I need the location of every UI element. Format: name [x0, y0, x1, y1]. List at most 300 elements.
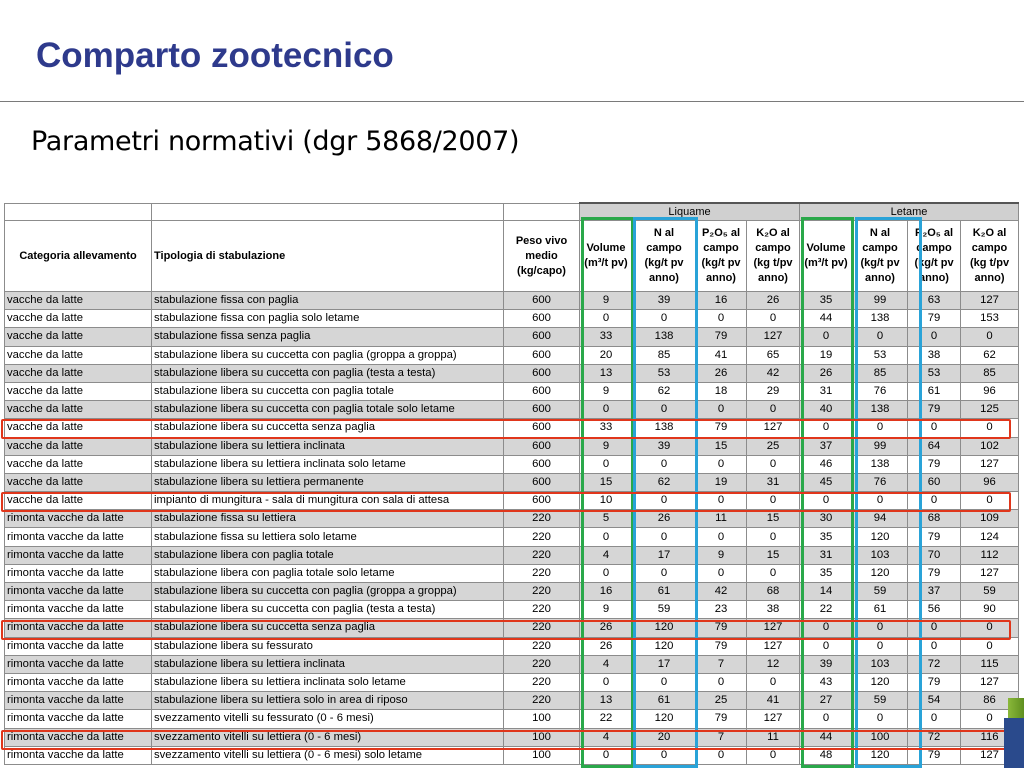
table-row [5, 473, 1019, 491]
cell-liquame-volume: 26 [580, 637, 633, 655]
table-row [5, 364, 1019, 382]
cell-letame-p2o5: 53 [908, 364, 961, 382]
cell-tipologia: stabulazione libera su cuccetta con paglia (groppa a groppa) [152, 583, 504, 601]
cell-letame-volume: 46 [800, 455, 853, 473]
cell-tipologia: stabulazione libera su lettiera inclinata [152, 437, 504, 455]
cell-liquame-p2o5: 79 [696, 637, 747, 655]
cell-letame-n: 0 [853, 328, 908, 346]
cell-liquame-volume: 9 [580, 437, 633, 455]
cell-tipologia: stabulazione fissa con paglia solo letame [152, 310, 504, 328]
cell-categoria: vacche da latte [5, 328, 152, 346]
cell-liquame-p2o5: 0 [696, 455, 747, 473]
table-row [5, 455, 1019, 473]
cell-categoria: rimonta vacche da latte [5, 619, 152, 637]
group-header-row [5, 203, 1019, 221]
cell-letame-k2o: 116 [961, 728, 1019, 746]
cell-letame-n: 0 [853, 710, 908, 728]
cell-liquame-n: 0 [633, 528, 696, 546]
header-tipologia: Tipologia di stabulazione [152, 221, 504, 292]
cell-tipologia: stabulazione libera con paglia totale [152, 546, 504, 564]
cell-liquame-n: 0 [633, 401, 696, 419]
cell-liquame-volume: 4 [580, 546, 633, 564]
cell-tipologia: stabulazione libera su cuccetta con paglia totale [152, 382, 504, 400]
cell-peso: 220 [504, 546, 580, 564]
cell-letame-n: 103 [853, 546, 908, 564]
cell-liquame-k2o: 38 [747, 601, 800, 619]
cell-letame-n: 85 [853, 364, 908, 382]
cell-letame-p2o5: 79 [908, 401, 961, 419]
cell-letame-k2o: 153 [961, 310, 1019, 328]
cell-letame-p2o5: 79 [908, 564, 961, 582]
cell-liquame-p2o5: 19 [696, 473, 747, 491]
cell-letame-k2o: 0 [961, 419, 1019, 437]
cell-liquame-k2o: 0 [747, 401, 800, 419]
cell-letame-n: 120 [853, 746, 908, 764]
cell-letame-n: 76 [853, 382, 908, 400]
cell-letame-volume: 26 [800, 364, 853, 382]
cell-categoria: rimonta vacche da latte [5, 546, 152, 564]
cell-liquame-volume: 0 [580, 455, 633, 473]
cell-tipologia: stabulazione libera su cuccetta senza paglia [152, 619, 504, 637]
cell-peso: 600 [504, 364, 580, 382]
cell-liquame-k2o: 127 [747, 637, 800, 655]
cell-liquame-n: 39 [633, 437, 696, 455]
cell-liquame-n: 26 [633, 510, 696, 528]
cell-peso: 220 [504, 583, 580, 601]
table-row [5, 382, 1019, 400]
cell-liquame-k2o: 0 [747, 564, 800, 582]
cell-letame-k2o: 96 [961, 382, 1019, 400]
cell-categoria: vacche da latte [5, 473, 152, 491]
cell-letame-n: 138 [853, 401, 908, 419]
cell-liquame-volume: 9 [580, 601, 633, 619]
cell-letame-p2o5: 0 [908, 619, 961, 637]
cell-letame-n: 99 [853, 292, 908, 310]
cell-letame-n: 120 [853, 564, 908, 582]
table-row [5, 401, 1019, 419]
cell-peso: 220 [504, 510, 580, 528]
cell-letame-n: 0 [853, 492, 908, 510]
cell-liquame-p2o5: 25 [696, 692, 747, 710]
table-row [5, 292, 1019, 310]
cell-liquame-volume: 26 [580, 619, 633, 637]
cell-liquame-k2o: 25 [747, 437, 800, 455]
cell-peso: 220 [504, 673, 580, 691]
cell-liquame-p2o5: 42 [696, 583, 747, 601]
cell-letame-p2o5: 38 [908, 346, 961, 364]
cell-letame-k2o: 85 [961, 364, 1019, 382]
cell-letame-n: 138 [853, 310, 908, 328]
cell-liquame-volume: 33 [580, 328, 633, 346]
cell-letame-volume: 22 [800, 601, 853, 619]
cell-liquame-n: 17 [633, 546, 696, 564]
cell-liquame-n: 61 [633, 583, 696, 601]
cell-letame-p2o5: 79 [908, 455, 961, 473]
cell-letame-n: 53 [853, 346, 908, 364]
cell-letame-volume: 48 [800, 746, 853, 764]
cell-liquame-volume: 0 [580, 746, 633, 764]
parameters-table [4, 202, 1019, 765]
cell-letame-n: 120 [853, 528, 908, 546]
cell-letame-k2o: 127 [961, 673, 1019, 691]
cell-letame-p2o5: 37 [908, 583, 961, 601]
table-row [5, 528, 1019, 546]
cell-categoria: vacche da latte [5, 437, 152, 455]
header-liquame-n: N al campo (kg/t pv anno) [633, 221, 696, 292]
cell-categoria: rimonta vacche da latte [5, 564, 152, 582]
cell-peso: 100 [504, 746, 580, 764]
cell-categoria: rimonta vacche da latte [5, 601, 152, 619]
cell-liquame-n: 53 [633, 364, 696, 382]
cell-letame-volume: 31 [800, 382, 853, 400]
cell-liquame-p2o5: 9 [696, 546, 747, 564]
cell-tipologia: stabulazione libera su lettiera solo in area di riposo [152, 692, 504, 710]
cell-letame-k2o: 90 [961, 601, 1019, 619]
column-header-row [5, 221, 1019, 292]
cell-liquame-k2o: 42 [747, 364, 800, 382]
cell-liquame-n: 0 [633, 746, 696, 764]
header-letame-volume: Volume (m³/t pv) [800, 221, 853, 292]
cell-liquame-volume: 13 [580, 692, 633, 710]
table-row [5, 619, 1019, 637]
cell-letame-volume: 0 [800, 619, 853, 637]
cell-categoria: rimonta vacche da latte [5, 528, 152, 546]
cell-peso: 600 [504, 455, 580, 473]
cell-tipologia: stabulazione libera su cuccetta con paglia totale solo letame [152, 401, 504, 419]
cell-letame-volume: 45 [800, 473, 853, 491]
cell-letame-n: 99 [853, 437, 908, 455]
cell-peso: 220 [504, 637, 580, 655]
cell-tipologia: stabulazione libera su cuccetta con paglia (groppa a groppa) [152, 346, 504, 364]
cell-letame-p2o5: 64 [908, 437, 961, 455]
table-row [5, 692, 1019, 710]
cell-liquame-n: 120 [633, 637, 696, 655]
cell-liquame-k2o: 31 [747, 473, 800, 491]
cell-letame-k2o: 86 [961, 692, 1019, 710]
table-row [5, 546, 1019, 564]
cell-liquame-n: 0 [633, 455, 696, 473]
cell-liquame-n: 0 [633, 492, 696, 510]
cell-tipologia: stabulazione fissa con paglia [152, 292, 504, 310]
cell-tipologia: stabulazione libera su lettiera permanente [152, 473, 504, 491]
cell-peso: 220 [504, 655, 580, 673]
page-subtitle: Parametri normativi (dgr 5868/2007) [31, 126, 520, 157]
cell-liquame-k2o: 0 [747, 492, 800, 510]
table-row [5, 655, 1019, 673]
cell-letame-p2o5: 79 [908, 673, 961, 691]
cell-liquame-n: 85 [633, 346, 696, 364]
cell-categoria: vacche da latte [5, 419, 152, 437]
cell-liquame-volume: 20 [580, 346, 633, 364]
cell-liquame-p2o5: 79 [696, 619, 747, 637]
cell-categoria: rimonta vacche da latte [5, 746, 152, 764]
cell-liquame-volume: 16 [580, 583, 633, 601]
cell-liquame-volume: 22 [580, 710, 633, 728]
cell-letame-k2o: 0 [961, 710, 1019, 728]
cell-letame-p2o5: 56 [908, 601, 961, 619]
table-row [5, 346, 1019, 364]
cell-letame-k2o: 127 [961, 564, 1019, 582]
cell-categoria: rimonta vacche da latte [5, 692, 152, 710]
cell-liquame-n: 0 [633, 310, 696, 328]
table-row [5, 583, 1019, 601]
cell-tipologia: stabulazione fissa senza paglia [152, 328, 504, 346]
cell-letame-p2o5: 79 [908, 310, 961, 328]
cell-letame-volume: 37 [800, 437, 853, 455]
cell-liquame-k2o: 11 [747, 728, 800, 746]
cell-letame-k2o: 0 [961, 328, 1019, 346]
cell-tipologia: stabulazione libera con paglia totale solo letame [152, 564, 504, 582]
cell-tipologia: stabulazione libera su lettiera inclinata solo letame [152, 455, 504, 473]
table-row [5, 601, 1019, 619]
cell-liquame-k2o: 0 [747, 310, 800, 328]
cell-liquame-p2o5: 0 [696, 746, 747, 764]
cell-liquame-k2o: 0 [747, 746, 800, 764]
cell-letame-k2o: 0 [961, 619, 1019, 637]
empty-cell [152, 203, 504, 221]
cell-peso: 600 [504, 473, 580, 491]
cell-liquame-n: 0 [633, 564, 696, 582]
cell-letame-volume: 30 [800, 510, 853, 528]
cell-liquame-n: 59 [633, 601, 696, 619]
cell-letame-volume: 35 [800, 564, 853, 582]
cell-liquame-volume: 9 [580, 292, 633, 310]
cell-liquame-n: 17 [633, 655, 696, 673]
cell-liquame-p2o5: 0 [696, 528, 747, 546]
cell-liquame-volume: 0 [580, 564, 633, 582]
cell-liquame-volume: 0 [580, 528, 633, 546]
cell-liquame-p2o5: 79 [696, 419, 747, 437]
cell-letame-p2o5: 63 [908, 292, 961, 310]
cell-letame-volume: 35 [800, 292, 853, 310]
cell-liquame-n: 138 [633, 419, 696, 437]
cell-letame-k2o: 59 [961, 583, 1019, 601]
cell-peso: 100 [504, 710, 580, 728]
cell-letame-p2o5: 54 [908, 692, 961, 710]
cell-letame-volume: 35 [800, 528, 853, 546]
header-letame-p2o5: P₂O₅ al campo (kg/t pv anno) [908, 221, 961, 292]
cell-liquame-p2o5: 79 [696, 710, 747, 728]
cell-tipologia: stabulazione fissa su lettiera solo letame [152, 528, 504, 546]
cell-liquame-k2o: 0 [747, 528, 800, 546]
cell-letame-n: 59 [853, 692, 908, 710]
cell-letame-p2o5: 72 [908, 655, 961, 673]
cell-tipologia: stabulazione libera su cuccetta con paglia (testa a testa) [152, 601, 504, 619]
header-liquame-volume: Volume (m³/t pv) [580, 221, 633, 292]
cell-peso: 600 [504, 292, 580, 310]
empty-cell [504, 203, 580, 221]
cell-letame-volume: 40 [800, 401, 853, 419]
cell-liquame-n: 39 [633, 292, 696, 310]
cell-liquame-k2o: 12 [747, 655, 800, 673]
cell-letame-k2o: 0 [961, 492, 1019, 510]
cell-letame-p2o5: 79 [908, 746, 961, 764]
cell-liquame-volume: 33 [580, 419, 633, 437]
cell-peso: 220 [504, 619, 580, 637]
cell-letame-k2o: 124 [961, 528, 1019, 546]
cell-liquame-k2o: 15 [747, 510, 800, 528]
table-row [5, 673, 1019, 691]
cell-letame-p2o5: 0 [908, 492, 961, 510]
cell-liquame-p2o5: 0 [696, 401, 747, 419]
corner-decoration-blue [1004, 718, 1024, 768]
cell-peso: 220 [504, 692, 580, 710]
cell-letame-volume: 0 [800, 419, 853, 437]
group-letame: Letame [800, 203, 1019, 221]
cell-liquame-volume: 9 [580, 382, 633, 400]
cell-categoria: rimonta vacche da latte [5, 673, 152, 691]
cell-liquame-n: 61 [633, 692, 696, 710]
cell-tipologia: stabulazione fissa su lettiera [152, 510, 504, 528]
cell-peso: 600 [504, 328, 580, 346]
cell-tipologia: stabulazione libera su cuccetta con paglia (testa a testa) [152, 364, 504, 382]
cell-tipologia: stabulazione libera su fessurato [152, 637, 504, 655]
table-row [5, 510, 1019, 528]
cell-categoria: rimonta vacche da latte [5, 655, 152, 673]
cell-letame-n: 0 [853, 637, 908, 655]
cell-liquame-k2o: 127 [747, 619, 800, 637]
cell-peso: 100 [504, 728, 580, 746]
cell-liquame-volume: 13 [580, 364, 633, 382]
cell-letame-volume: 39 [800, 655, 853, 673]
cell-letame-volume: 0 [800, 492, 853, 510]
table-row [5, 328, 1019, 346]
table-row [5, 437, 1019, 455]
cell-categoria: vacche da latte [5, 292, 152, 310]
cell-letame-k2o: 115 [961, 655, 1019, 673]
cell-letame-k2o: 102 [961, 437, 1019, 455]
cell-letame-k2o: 62 [961, 346, 1019, 364]
table-body [5, 292, 1019, 765]
cell-letame-k2o: 127 [961, 455, 1019, 473]
cell-liquame-n: 138 [633, 328, 696, 346]
header-liquame-k2o: K₂O al campo (kg t/pv anno) [747, 221, 800, 292]
cell-letame-n: 0 [853, 619, 908, 637]
cell-letame-volume: 0 [800, 637, 853, 655]
header-liquame-p2o5: P₂O₅ al campo (kg/t pv anno) [696, 221, 747, 292]
cell-liquame-p2o5: 15 [696, 437, 747, 455]
cell-letame-k2o: 125 [961, 401, 1019, 419]
cell-liquame-p2o5: 79 [696, 328, 747, 346]
cell-liquame-k2o: 127 [747, 328, 800, 346]
cell-liquame-volume: 0 [580, 401, 633, 419]
cell-categoria: rimonta vacche da latte [5, 637, 152, 655]
cell-letame-k2o: 96 [961, 473, 1019, 491]
cell-liquame-n: 62 [633, 473, 696, 491]
cell-letame-k2o: 0 [961, 637, 1019, 655]
empty-cell [5, 203, 152, 221]
cell-liquame-p2o5: 41 [696, 346, 747, 364]
title-divider [0, 101, 1024, 102]
cell-categoria: rimonta vacche da latte [5, 728, 152, 746]
cell-tipologia: svezzamento vitelli su fessurato (0 - 6 mesi) [152, 710, 504, 728]
header-letame-k2o: K₂O al campo (kg t/pv anno) [961, 221, 1019, 292]
cell-liquame-k2o: 15 [747, 546, 800, 564]
cell-letame-n: 100 [853, 728, 908, 746]
cell-peso: 600 [504, 437, 580, 455]
table-row [5, 710, 1019, 728]
cell-categoria: vacche da latte [5, 455, 152, 473]
cell-liquame-p2o5: 18 [696, 382, 747, 400]
cell-letame-volume: 0 [800, 328, 853, 346]
cell-liquame-volume: 0 [580, 310, 633, 328]
cell-liquame-p2o5: 0 [696, 310, 747, 328]
cell-letame-p2o5: 61 [908, 382, 961, 400]
cell-letame-k2o: 127 [961, 746, 1019, 764]
cell-categoria: rimonta vacche da latte [5, 710, 152, 728]
cell-liquame-p2o5: 0 [696, 564, 747, 582]
table-row [5, 419, 1019, 437]
cell-letame-volume: 31 [800, 546, 853, 564]
cell-liquame-n: 20 [633, 728, 696, 746]
cell-liquame-p2o5: 0 [696, 492, 747, 510]
cell-liquame-p2o5: 0 [696, 673, 747, 691]
cell-letame-p2o5: 0 [908, 328, 961, 346]
table-row [5, 746, 1019, 764]
table-row [5, 492, 1019, 510]
cell-categoria: vacche da latte [5, 310, 152, 328]
cell-liquame-volume: 5 [580, 510, 633, 528]
table-row [5, 728, 1019, 746]
cell-letame-n: 61 [853, 601, 908, 619]
cell-letame-volume: 14 [800, 583, 853, 601]
cell-liquame-k2o: 68 [747, 583, 800, 601]
header-categoria: Categoria allevamento [5, 221, 152, 292]
cell-letame-n: 138 [853, 455, 908, 473]
cell-peso: 600 [504, 346, 580, 364]
cell-tipologia: svezzamento vitelli su lettiera (0 - 6 mesi) solo letame [152, 746, 504, 764]
cell-liquame-n: 0 [633, 673, 696, 691]
cell-peso: 220 [504, 601, 580, 619]
cell-liquame-k2o: 0 [747, 673, 800, 691]
cell-letame-p2o5: 70 [908, 546, 961, 564]
cell-liquame-k2o: 0 [747, 455, 800, 473]
cell-liquame-volume: 4 [580, 728, 633, 746]
cell-tipologia: stabulazione libera su cuccetta senza paglia [152, 419, 504, 437]
cell-peso: 600 [504, 419, 580, 437]
cell-categoria: vacche da latte [5, 401, 152, 419]
header-peso: Peso vivo medio (kg/capo) [504, 221, 580, 292]
cell-peso: 600 [504, 492, 580, 510]
parameters-table-container [4, 202, 1018, 765]
cell-letame-p2o5: 0 [908, 419, 961, 437]
cell-liquame-k2o: 65 [747, 346, 800, 364]
cell-tipologia: stabulazione libera su lettiera inclinata solo letame [152, 673, 504, 691]
cell-tipologia: stabulazione libera su lettiera inclinata [152, 655, 504, 673]
cell-liquame-p2o5: 11 [696, 510, 747, 528]
header-letame-n: N al campo (kg/t pv anno) [853, 221, 908, 292]
cell-peso: 600 [504, 401, 580, 419]
cell-letame-n: 59 [853, 583, 908, 601]
cell-liquame-n: 62 [633, 382, 696, 400]
cell-peso: 600 [504, 382, 580, 400]
cell-letame-k2o: 109 [961, 510, 1019, 528]
cell-letame-p2o5: 79 [908, 528, 961, 546]
table-row [5, 310, 1019, 328]
cell-letame-n: 94 [853, 510, 908, 528]
cell-letame-p2o5: 72 [908, 728, 961, 746]
cell-letame-volume: 44 [800, 728, 853, 746]
cell-categoria: vacche da latte [5, 382, 152, 400]
cell-liquame-k2o: 127 [747, 710, 800, 728]
cell-liquame-p2o5: 26 [696, 364, 747, 382]
cell-letame-n: 76 [853, 473, 908, 491]
cell-liquame-p2o5: 7 [696, 655, 747, 673]
cell-letame-volume: 44 [800, 310, 853, 328]
cell-categoria: rimonta vacche da latte [5, 583, 152, 601]
cell-letame-p2o5: 0 [908, 710, 961, 728]
cell-liquame-k2o: 41 [747, 692, 800, 710]
